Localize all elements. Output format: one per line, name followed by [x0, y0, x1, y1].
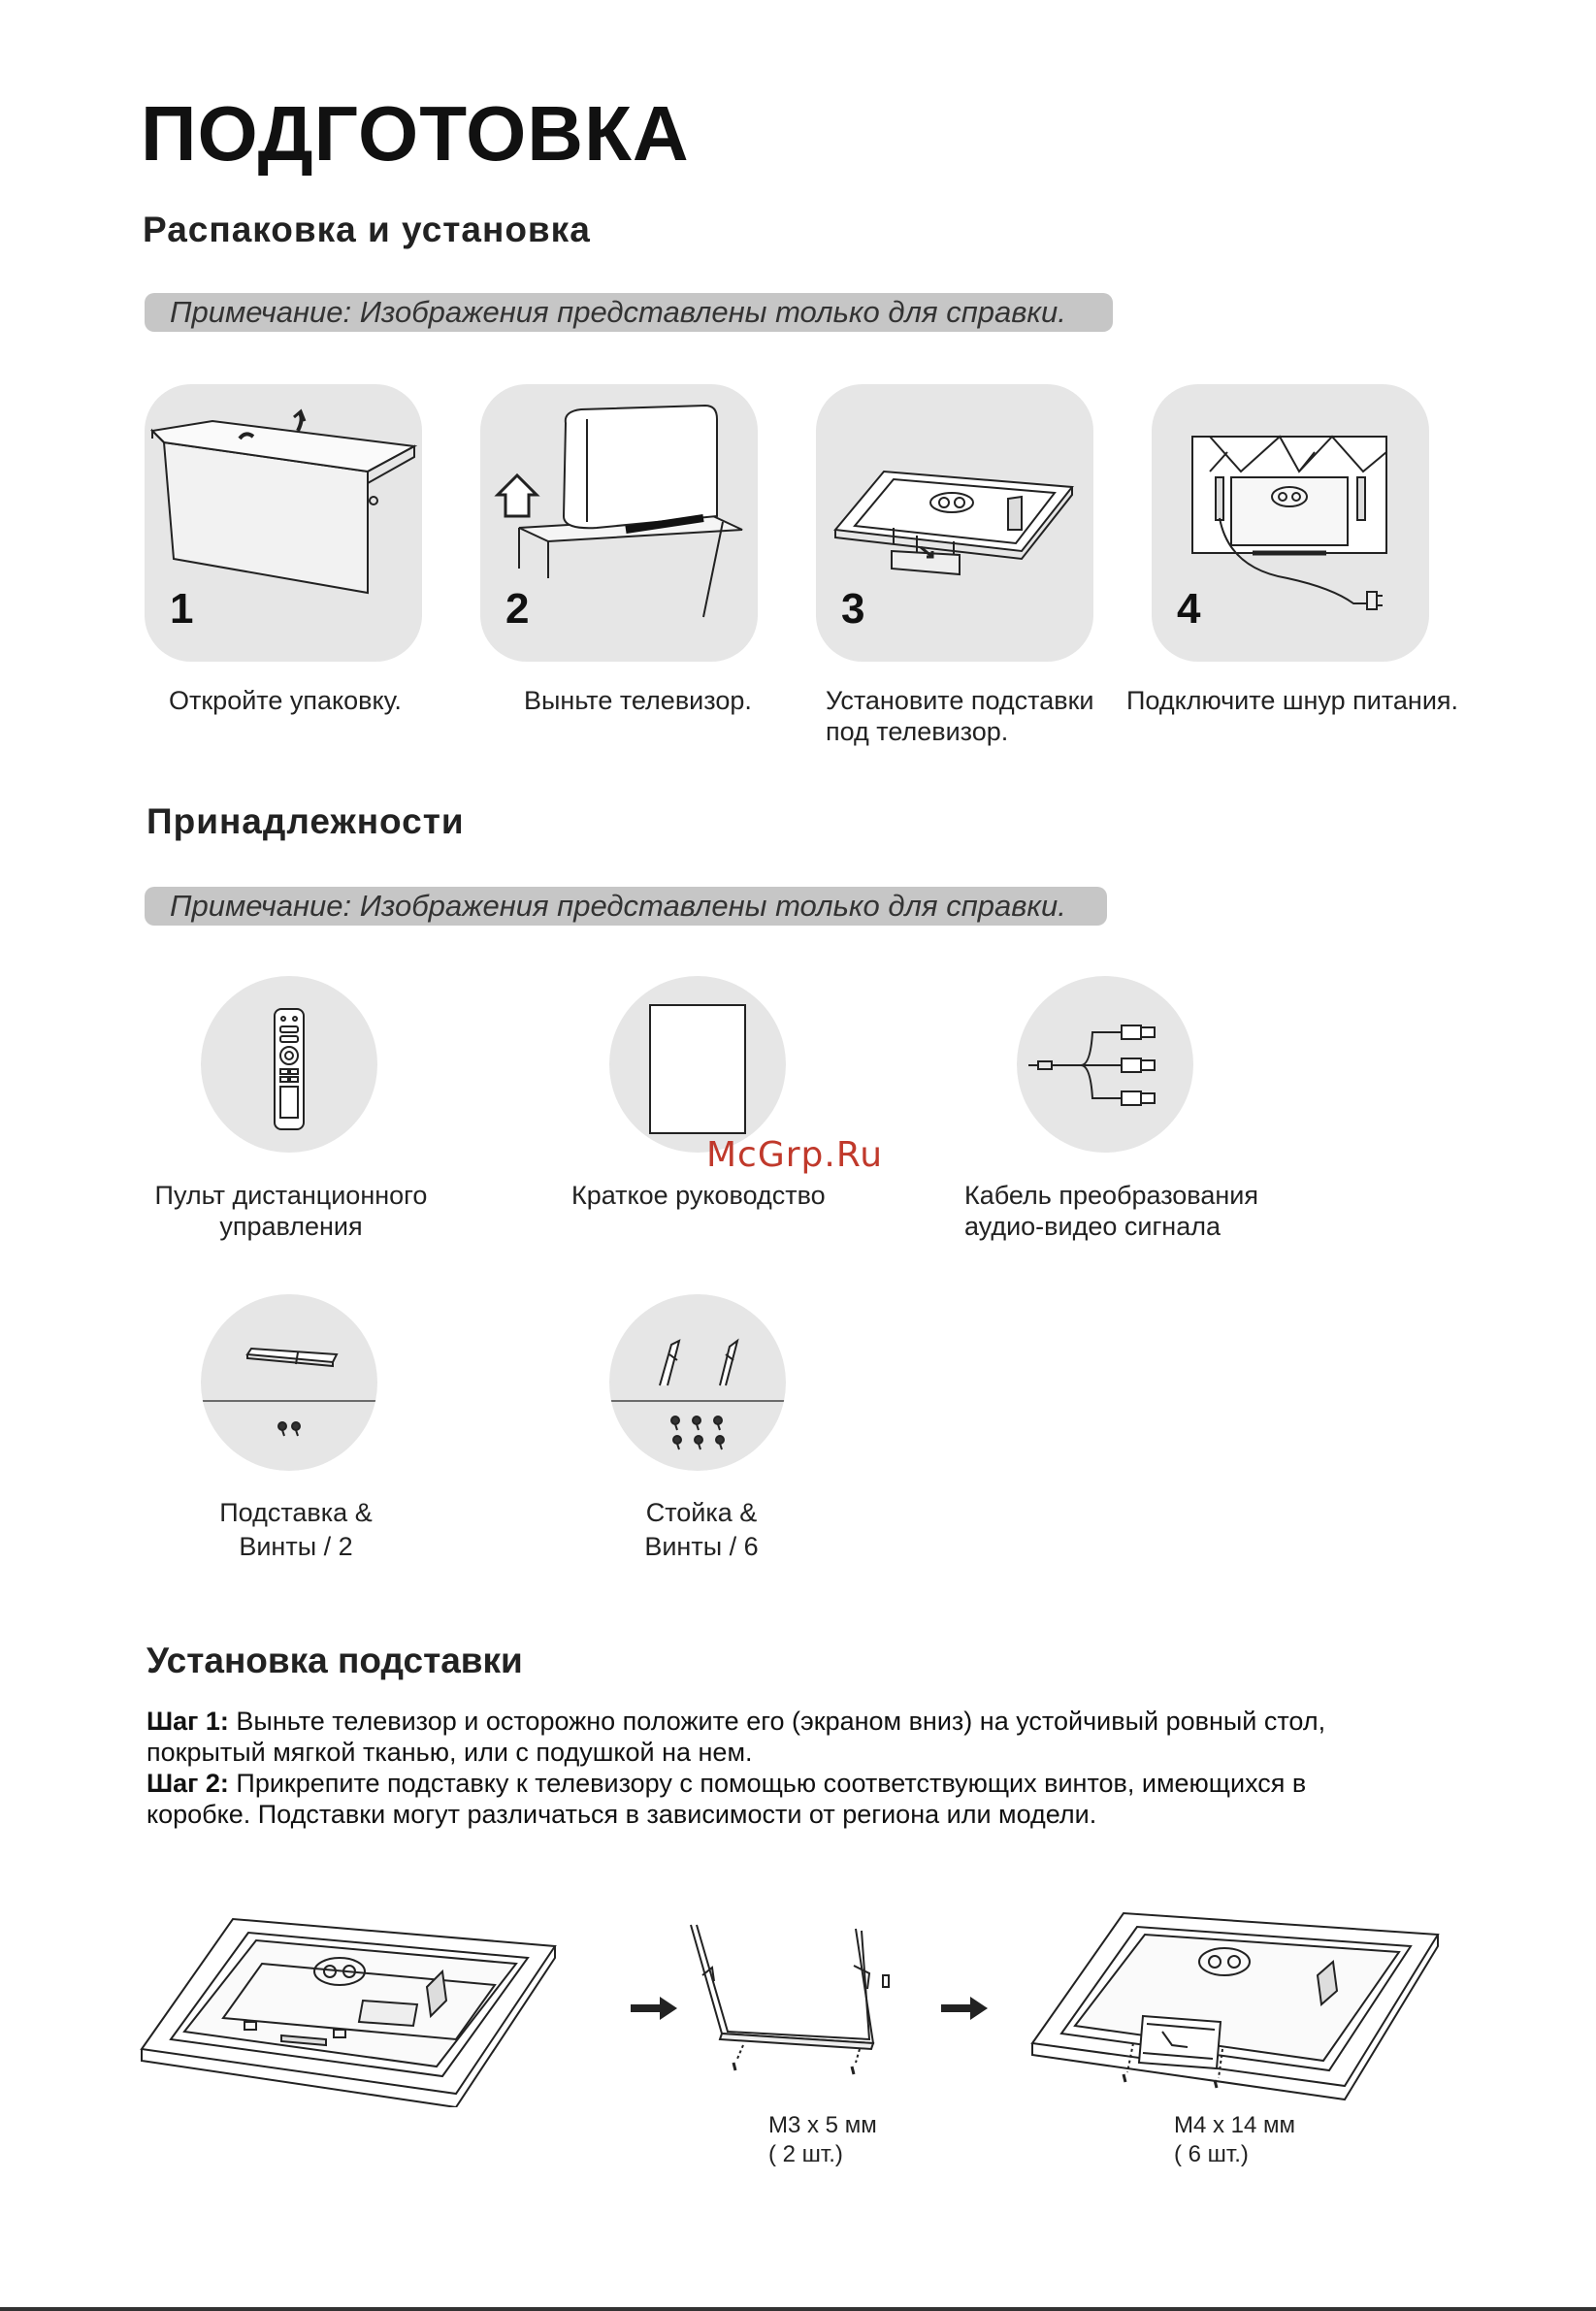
screw-spec-m3	[768, 2111, 877, 2169]
stand-assembly-illustration	[679, 1917, 912, 2082]
instruction-step-1-cont: покрытый мягкой тканью, или с подушкой на нем.	[147, 1738, 753, 1767]
accessory-caption-line2: управления	[219, 1212, 363, 1241]
accessory-caption-remote	[116, 1180, 466, 1242]
tv-with-stand-illustration	[1026, 1907, 1444, 2111]
accessory-caption-line2: Винты / 6	[644, 1532, 759, 1561]
remote-control-circle	[201, 976, 377, 1153]
step-caption-3-line1: Установите подставки	[826, 686, 1094, 715]
step-caption-3	[826, 685, 1093, 747]
accessory-caption-cable	[964, 1180, 1258, 1242]
step-caption-4: Подключите шнур питания.	[1126, 686, 1459, 715]
section-heading-unpacking: Распаковка и установка	[143, 210, 591, 249]
section-heading-accessories: Принадлежности	[147, 801, 465, 841]
stand-base-screws-icon	[201, 1294, 377, 1471]
screw-spec-m3-size: M3 x 5 мм	[768, 2112, 877, 2138]
note-banner-unpacking: Примечание: Изображения представлены только для справки.	[145, 293, 1113, 332]
accessory-caption-line1: Подставка &	[219, 1498, 373, 1527]
step-caption-1: Откройте упаковку.	[169, 686, 402, 715]
step-card-2	[480, 384, 758, 662]
av-cable-circle	[1017, 976, 1193, 1153]
instruction-step-1-text: Выньте телевизор и осторожно положите его (экраном вниз) на устойчивый ровный стол,	[228, 1707, 1326, 1736]
instruction-step-2-text: Прикрепите подставку к телевизору с помощью соответствующих винтов, имеющихся в	[228, 1769, 1307, 1798]
page-bottom-border	[0, 2307, 1596, 2311]
instruction-step-1-label: Шаг 1:	[147, 1707, 229, 1736]
arrow-right-icon	[941, 1997, 990, 2020]
step-number: 1	[170, 585, 194, 633]
step-number: 3	[841, 585, 865, 633]
step-caption-3-line2: под телевизор.	[826, 717, 1009, 746]
step-number: 4	[1177, 585, 1201, 633]
screw-spec-m4-size: M4 x 14 мм	[1174, 2112, 1296, 2138]
remote-control-icon	[201, 976, 377, 1153]
step-caption-2: Выньте телевизор.	[524, 686, 752, 715]
av-cable-icon	[1017, 976, 1193, 1153]
instruction-step-2	[147, 1768, 1447, 1799]
arrow-right-icon	[631, 1997, 679, 2020]
step-card-3	[816, 384, 1093, 662]
section-heading-stand-install: Установка подставки	[147, 1641, 523, 1680]
accessory-caption-guide: Краткое руководство	[571, 1181, 826, 1210]
accessory-caption-stand-base	[165, 1496, 427, 1564]
stand-post-circle	[609, 1294, 786, 1471]
stand-post-screws-icon	[609, 1294, 786, 1471]
screw-spec-m4-count: ( 6 шт.)	[1174, 2141, 1249, 2167]
accessory-caption-line1: Стойка &	[645, 1498, 758, 1527]
step-number: 2	[505, 585, 530, 633]
screw-spec-m4	[1174, 2111, 1295, 2169]
accessory-caption-line2: Винты / 2	[239, 1532, 353, 1561]
page-title: ПОДГОТОВКА	[141, 90, 690, 177]
instruction-step-2-label: Шаг 2:	[147, 1769, 229, 1798]
quick-guide-circle	[609, 976, 786, 1153]
note-banner-accessories: Примечание: Изображения представлены только для справки.	[145, 887, 1107, 926]
accessory-caption-stand-post	[570, 1496, 832, 1564]
accessory-caption-line2: аудио-видео сигнала	[964, 1212, 1221, 1241]
instruction-step-1	[147, 1706, 1447, 1737]
instruction-step-2-cont: коробке. Подставки могут различаться в зависимости от региона или модели.	[147, 1800, 1097, 1829]
accessory-caption-line1: Кабель преобразования	[964, 1181, 1258, 1210]
tv-face-down-illustration	[136, 1904, 563, 2107]
screw-spec-m3-count: ( 2 шт.)	[768, 2141, 843, 2167]
watermark: McGrp.Ru	[706, 1135, 884, 1175]
document-icon	[609, 976, 786, 1153]
install-instructions	[147, 1706, 1447, 1830]
step-card-4	[1152, 384, 1429, 662]
accessory-caption-line1: Пульт дистанционного	[154, 1181, 428, 1210]
step-card-1	[145, 384, 422, 662]
stand-base-circle	[201, 1294, 377, 1471]
